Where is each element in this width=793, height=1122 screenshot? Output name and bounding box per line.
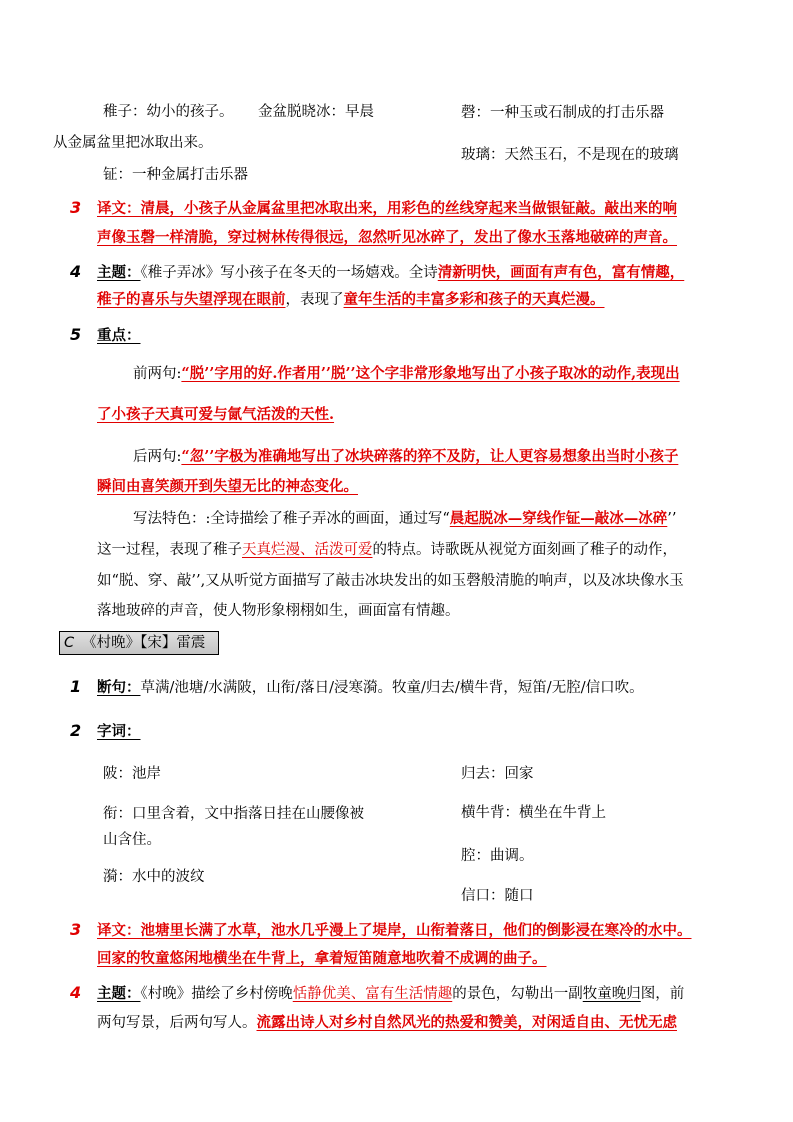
key-q2-label: 后两句: xyxy=(133,449,182,465)
key-q1-label: 前两句: xyxy=(133,366,182,382)
key-q1-line1 xyxy=(133,364,680,384)
key-q2-line2: 瞬间由喜笑颜开到失望无比的神态变化。 xyxy=(97,478,358,495)
style-line2 xyxy=(97,540,677,560)
style-text: 写法特色：:全诗描绘了稚子弄冰的画面，通过写“ xyxy=(133,511,450,527)
item-number: 4 xyxy=(70,983,82,1002)
translation2-line1 xyxy=(97,921,692,941)
translation-text: 清晨，小孩子从金属盆里把冰取出来，用彩色的丝线穿起来当做银钲敲。敲出来的响 xyxy=(140,200,677,217)
word-hengniubei: 横牛背：横坐在牛背上 xyxy=(461,805,606,821)
gloss-tuoxiao: 金盆脱晓冰：早晨 xyxy=(258,104,374,120)
key-q2-text: “忽’’字极为准确地写出了冰块碎落的猝不及防，让人更容易想象出当时小孩子 xyxy=(181,448,679,465)
section-title: 《村晚》【宋】雷震 xyxy=(82,635,206,651)
word-guiqu: 归去：回家 xyxy=(461,766,534,782)
style-line1 xyxy=(133,509,677,529)
section-letter: C xyxy=(64,635,75,651)
translation-line1 xyxy=(97,199,677,219)
gloss-boli: 玻璃：天然玉石，不是现在的玻璃 xyxy=(461,147,679,163)
translation-line2: 声像玉磬一样清脆，穿过树林传得很远，忽然听见冰碎了，发出了像水玉落地破碎的声音。 xyxy=(97,229,677,246)
theme-highlight: 恬静优美、富有生活情趣 xyxy=(292,986,453,1002)
gloss-tuoxiao-cont: 从金属盆里把冰取出来。 xyxy=(53,135,213,151)
item-number: 2 xyxy=(70,721,82,740)
theme-text: 图，前 xyxy=(640,986,685,1002)
style-highlight: 晨起脱冰—穿线作钲—敲冰—冰碎 xyxy=(449,510,668,527)
style-text: 这一过程，表现了稚子 xyxy=(97,542,242,558)
theme-text: 《村晚》描绘了乡村傍晚 xyxy=(140,986,293,1002)
theme-line1 xyxy=(97,263,684,283)
style-line3: 如“脱、穿、敲’’,又从听觉方面描写了敲击冰块发出的如玉磬般清脆的响声，以及冰块像水玉 xyxy=(97,573,684,589)
style-line4: 落地玻碎的声音，使人物形象栩栩如生，画面富有情趣。 xyxy=(97,603,460,619)
theme-label: 主题： xyxy=(97,264,141,281)
pause-line xyxy=(97,678,644,698)
theme-label: 主题： xyxy=(97,985,141,1002)
translation-label: 译文： xyxy=(97,922,141,939)
item-number: 3 xyxy=(70,198,82,217)
translation-label: 译文： xyxy=(97,200,141,217)
translation2-line2: 回家的牧童悠闲地横坐在牛背上，拿着短笛随意地吹着不成调的曲子。 xyxy=(97,950,547,967)
theme-highlight: 童年生活的丰富多彩和孩子的天真烂漫。 xyxy=(343,291,605,308)
gloss-qing: 磬：一种玉或石制成的打击乐器 xyxy=(461,105,664,121)
word-qiang: 腔：曲调。 xyxy=(461,848,534,864)
key-q2-line1 xyxy=(133,447,678,467)
translation-text: 池塘里长满了水草，池水几乎漫上了堤岸，山衔着落日，他们的倒影浸在寒冷的水中。 xyxy=(140,922,692,939)
gloss-zhizi: 稚子：幼小的孩子。 xyxy=(103,104,234,120)
style-text: 的特点。诗歌既从视觉方面刻画了稚子的动作， xyxy=(372,542,677,558)
key-q1-text: “脱’’字用的好.作者用’’脱’’这个字非常形象地写出了小孩子取冰的动作,表现出 xyxy=(181,365,680,382)
pause-text: 草满/池塘/水满陂，山衔/落日/浸寒漪。牧童/归去/横牛背，短笛/无腔/信口吹。 xyxy=(140,680,644,696)
theme-text: ，表现了 xyxy=(285,292,344,308)
item-number: 1 xyxy=(70,677,82,696)
word-xinkou: 信口：随口 xyxy=(461,888,534,904)
word-xian-cont: 山含住。 xyxy=(103,832,161,848)
key-label: 重点： xyxy=(97,327,141,344)
theme-underlined: 牧童晚归 xyxy=(582,986,641,1002)
pause-label: 断句： xyxy=(97,679,141,696)
style-text: ’’ xyxy=(667,511,677,527)
theme-text: 《稚子弄冰》写小孩子在冬天的一场嬉戏。全诗 xyxy=(140,265,438,281)
theme-highlight: 清新明快，画面有声有色，富有情趣， xyxy=(437,264,685,281)
word-bei: 陂：池岸 xyxy=(103,766,161,782)
item-number: 3 xyxy=(70,920,82,939)
key-q1-line2: 了小孩子天真可爱与氤气活泼的天性. xyxy=(97,406,335,423)
theme-highlight: 流露出诗人对乡村自然风光的热爱和赞美，对闲适自由、无忧无虑 xyxy=(256,1014,677,1031)
item-number: 4 xyxy=(70,262,82,281)
section-heading xyxy=(59,631,219,655)
style-highlight: 天真烂漫、活泼可爱 xyxy=(242,542,373,558)
theme-text: 的景色，勾勒出一副 xyxy=(452,986,583,1002)
theme-line2 xyxy=(97,290,605,310)
word-yi: 漪：水中的波纹 xyxy=(103,869,205,885)
theme-text: 两句写景，后两句写人。 xyxy=(97,1015,257,1031)
word-xian: 衔：口里含着，文中指落日挂在山腰像被 xyxy=(103,806,364,822)
theme-highlight: 稚子的喜乐与失望浮现在眼前 xyxy=(97,291,286,308)
theme2-line2 xyxy=(97,1013,677,1033)
words-label: 字词： xyxy=(97,723,141,740)
theme2-line1 xyxy=(97,984,684,1004)
gloss-zheng: 钲：一种金属打击乐器 xyxy=(103,167,248,183)
item-number: 5 xyxy=(70,325,82,344)
